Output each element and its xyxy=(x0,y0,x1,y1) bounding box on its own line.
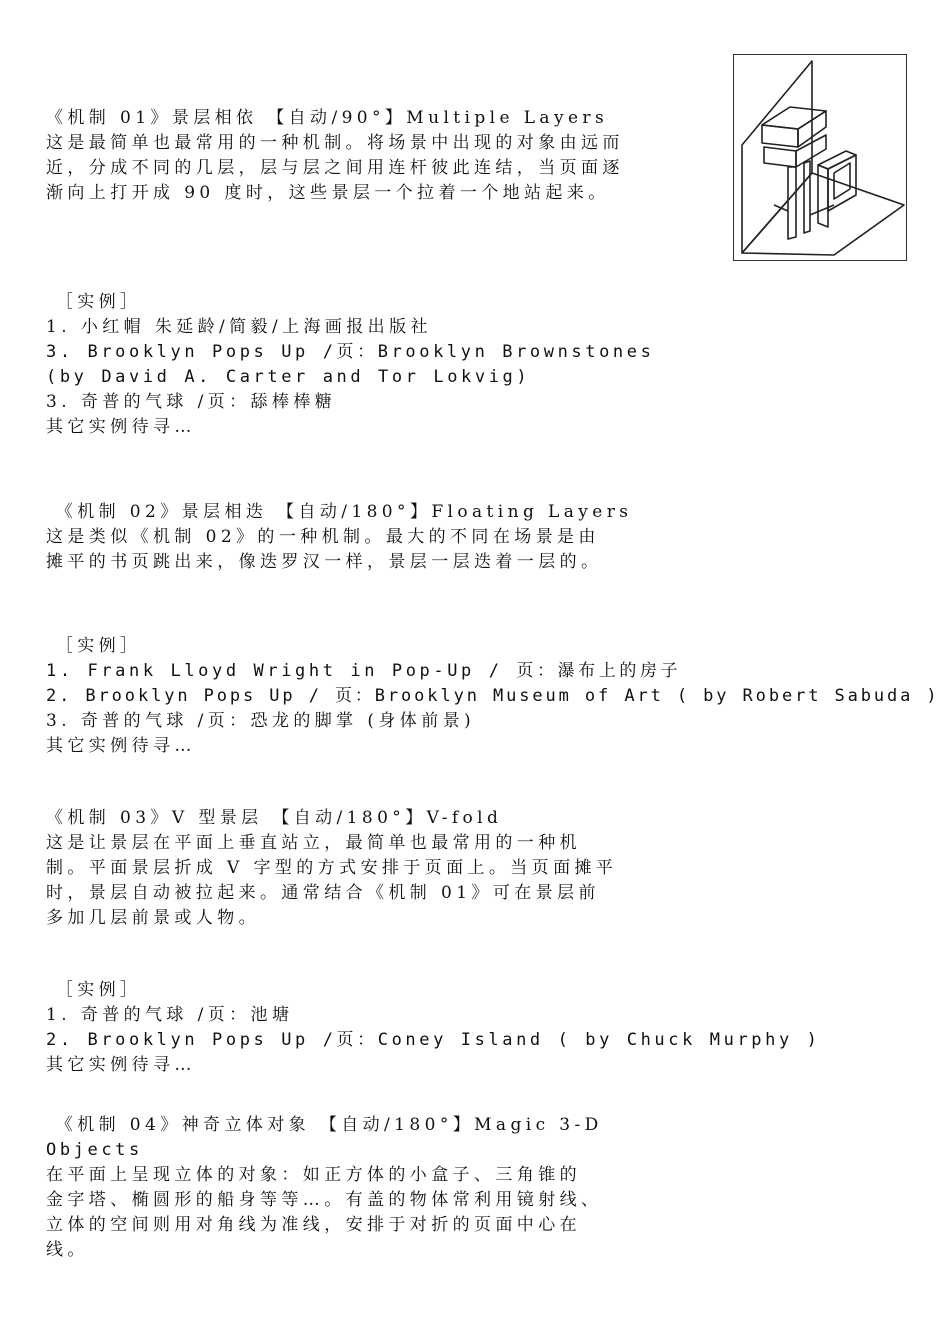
section-mechanism-01-title: 《机制 01》景层相依 【自动/90°】Multiple Layers xyxy=(46,108,609,128)
section-mechanism-03-body: 时，景层自动被拉起来。通常结合《机制 01》可在景层前 xyxy=(46,883,600,903)
section-mechanism-03-body: 这是让景层在平面上垂直站立，最简单也最常用的一种机 xyxy=(46,833,581,853)
example-item: 3. 奇普的气球 /页：恐龙的脚掌 (身体前景) xyxy=(46,711,476,731)
pop-up-layers-diagram-icon xyxy=(734,55,906,260)
section-mechanism-03-body: 多加几层前景或人物。 xyxy=(46,908,260,928)
example-item: 2. Brooklyn Pops Up / 页：Brooklyn Museum of Art ( by Robert Sabuda ) xyxy=(46,686,940,706)
section-mechanism-01-body: 近，分成不同的几层，层与层之间用连杆彼此连结，当页面逐 xyxy=(46,158,624,178)
section-mechanism-04-body: 立体的空间则用对角线为准线，安排于对折的页面中心在 xyxy=(46,1215,581,1235)
example-item: 2. Brooklyn Pops Up /页：Coney Island ( by Chuck Murphy ) xyxy=(46,1030,821,1050)
example-item: 其它实例待寻… xyxy=(46,736,196,756)
section-mechanism-02-body: 这是类似《机制 02》的一种机制。最大的不同在场景是由 xyxy=(46,527,600,547)
section-mechanism-01-body: 渐向上打开成 90 度时，这些景层一个拉着一个地站起来。 xyxy=(46,183,610,203)
section-mechanism-04-body: 在平面上呈现立体的对象：如正方体的小盒子、三角锥的 xyxy=(46,1165,581,1185)
example-item: 1. 小红帽 朱延龄/简毅/上海画报出版社 xyxy=(46,317,432,337)
section-mechanism-02-body: 摊平的书页跳出来，像迭罗汉一样，景层一层迭着一层的。 xyxy=(46,552,603,572)
section-mechanism-04-title: Objects xyxy=(46,1140,143,1160)
example-item: 其它实例待寻… xyxy=(46,417,196,437)
section-mechanism-04-title: 《机制 04》神奇立体对象 【自动/180°】Magic 3-D xyxy=(46,1115,603,1135)
figure-multiple-layers xyxy=(733,54,907,261)
section-mechanism-03-body: 制。平面景层折成 V 字型的方式安排于页面上。当页面摊平 xyxy=(46,858,618,878)
example-item: 其它实例待寻… xyxy=(46,1055,196,1075)
section-mechanism-03-title: 《机制 03》V 型景层 【自动/180°】V-fold xyxy=(46,808,503,828)
example-item: 1. Frank Lloyd Wright in Pop-Up / 页：瀑布上的房子 xyxy=(46,661,682,681)
example-item: (by David A. Carter and Tor Lokvig) xyxy=(46,367,531,387)
examples-heading: ［实例］ xyxy=(46,980,142,1000)
section-mechanism-02-title: 《机制 02》景层相迭 【自动/180°】Floating Layers xyxy=(46,502,633,522)
section-mechanism-01-body: 这是最简单也最常用的一种机制。将场景中出现的对象由远而 xyxy=(46,133,624,153)
example-item: 3. Brooklyn Pops Up /页：Brooklyn Brownstones xyxy=(46,342,655,362)
section-mechanism-04-body: 金字塔、椭圆形的船身等等…。有盖的物体常利用镜射线、 xyxy=(46,1190,603,1210)
example-item: 3. 奇普的气球 /页：舔棒棒糖 xyxy=(46,392,337,412)
example-item: 1. 奇普的气球 /页：池塘 xyxy=(46,1005,294,1025)
section-mechanism-04-body: 线。 xyxy=(46,1240,89,1260)
examples-heading: ［实例］ xyxy=(46,292,142,312)
examples-heading: ［实例］ xyxy=(46,636,142,656)
